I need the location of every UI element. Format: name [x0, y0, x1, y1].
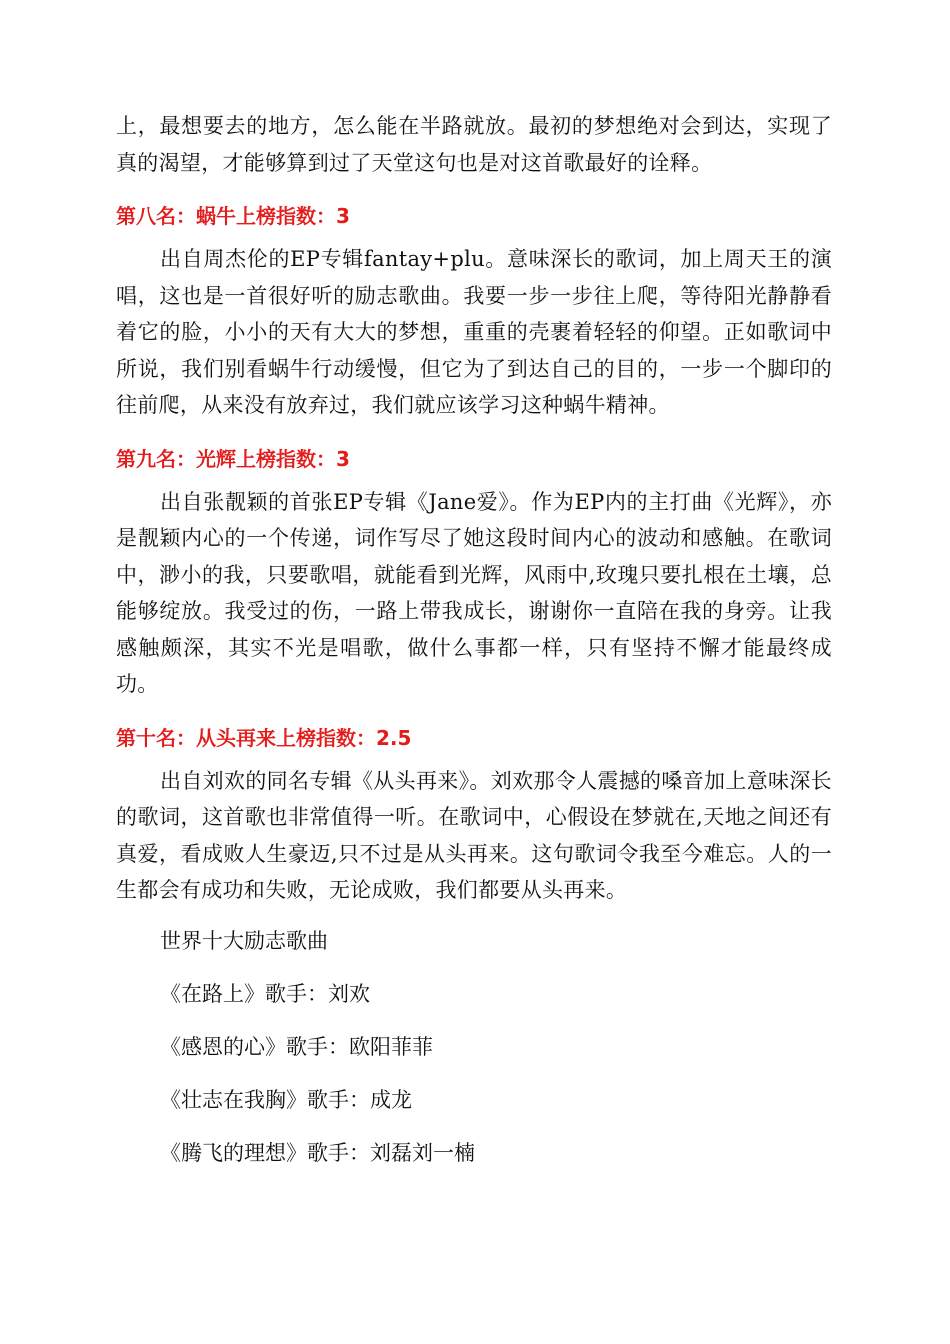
song-list-item: 《腾飞的理想》歌手：刘磊刘一楠 [160, 1140, 475, 1165]
song-list-title: 世界十大励志歌曲 [160, 928, 328, 953]
document-content [116, 108, 832, 1171]
song-list-item: 《感恩的心》歌手：欧阳菲菲 [160, 1034, 433, 1059]
section-heading: 第八名：蜗牛上榜指数：3 [116, 204, 350, 228]
section-body: 出自刘欢的同名专辑《从头再来》。刘欢那令人震撼的嗓音加上意味深长的歌词，这首歌也非常值得一听。在歌词中，心假设在梦就在,天地之间还有真爱，看成败人生豪迈,只不过是从头再来。这句歌词令我至今难忘。人的一生都会有成功和失败，无论成败，我们都要从头再来。 [116, 768, 832, 902]
intro-paragraph: 上，最想要去的地方，怎么能在半路就放。最初的梦想绝对会到达，实现了真的渴望，才能够算到过了天堂这句也是对这首歌最好的诠释。 [116, 114, 832, 175]
song-list [116, 923, 832, 1171]
section-heading: 第十名：从头再来上榜指数：2.5 [116, 725, 412, 750]
section-10 [116, 723, 832, 909]
song-list-item: 《在路上》歌手：刘欢 [160, 981, 370, 1006]
section-9 [116, 444, 832, 703]
section-heading: 第九名：光辉上榜指数：3 [116, 446, 350, 471]
song-list-item: 《壮志在我胸》歌手：成龙 [160, 1087, 412, 1112]
section-8 [116, 201, 832, 424]
section-body: 出自周杰伦的EP专辑fantay+plu。意味深长的歌词，加上周天王的演唱，这也是一首很好听的励志歌曲。我要一步一步往上爬，等待阳光静静看着它的脸，小小的天有大大的梦想，重重的壳裹着轻轻的仰望。正如歌词中所说，我们别看蜗牛行动缓慢，但它为了到达自己的目的，一步一个脚印的往前爬，从来没有放弃过，我们就应该学习这种蜗牛精神。 [116, 247, 832, 417]
section-body: 出自张靓颖的首张EP专辑《Jane爱》。作为EP内的主打曲《光辉》，亦是靓颖内心的一个传递，词作写尽了她这段时间内心的波动和感触。在歌词中，渺小的我，只要歌唱，就能看到光辉，风雨中,玫瑰只要扎根在土壤，总能够绽放。我受过的伤，一路上带我成长，谢谢你一直陪在我的身旁。让我感触颇深，其实不光是唱歌，做什么事都一样，只有坚持不懈才能最终成功。 [116, 489, 832, 696]
